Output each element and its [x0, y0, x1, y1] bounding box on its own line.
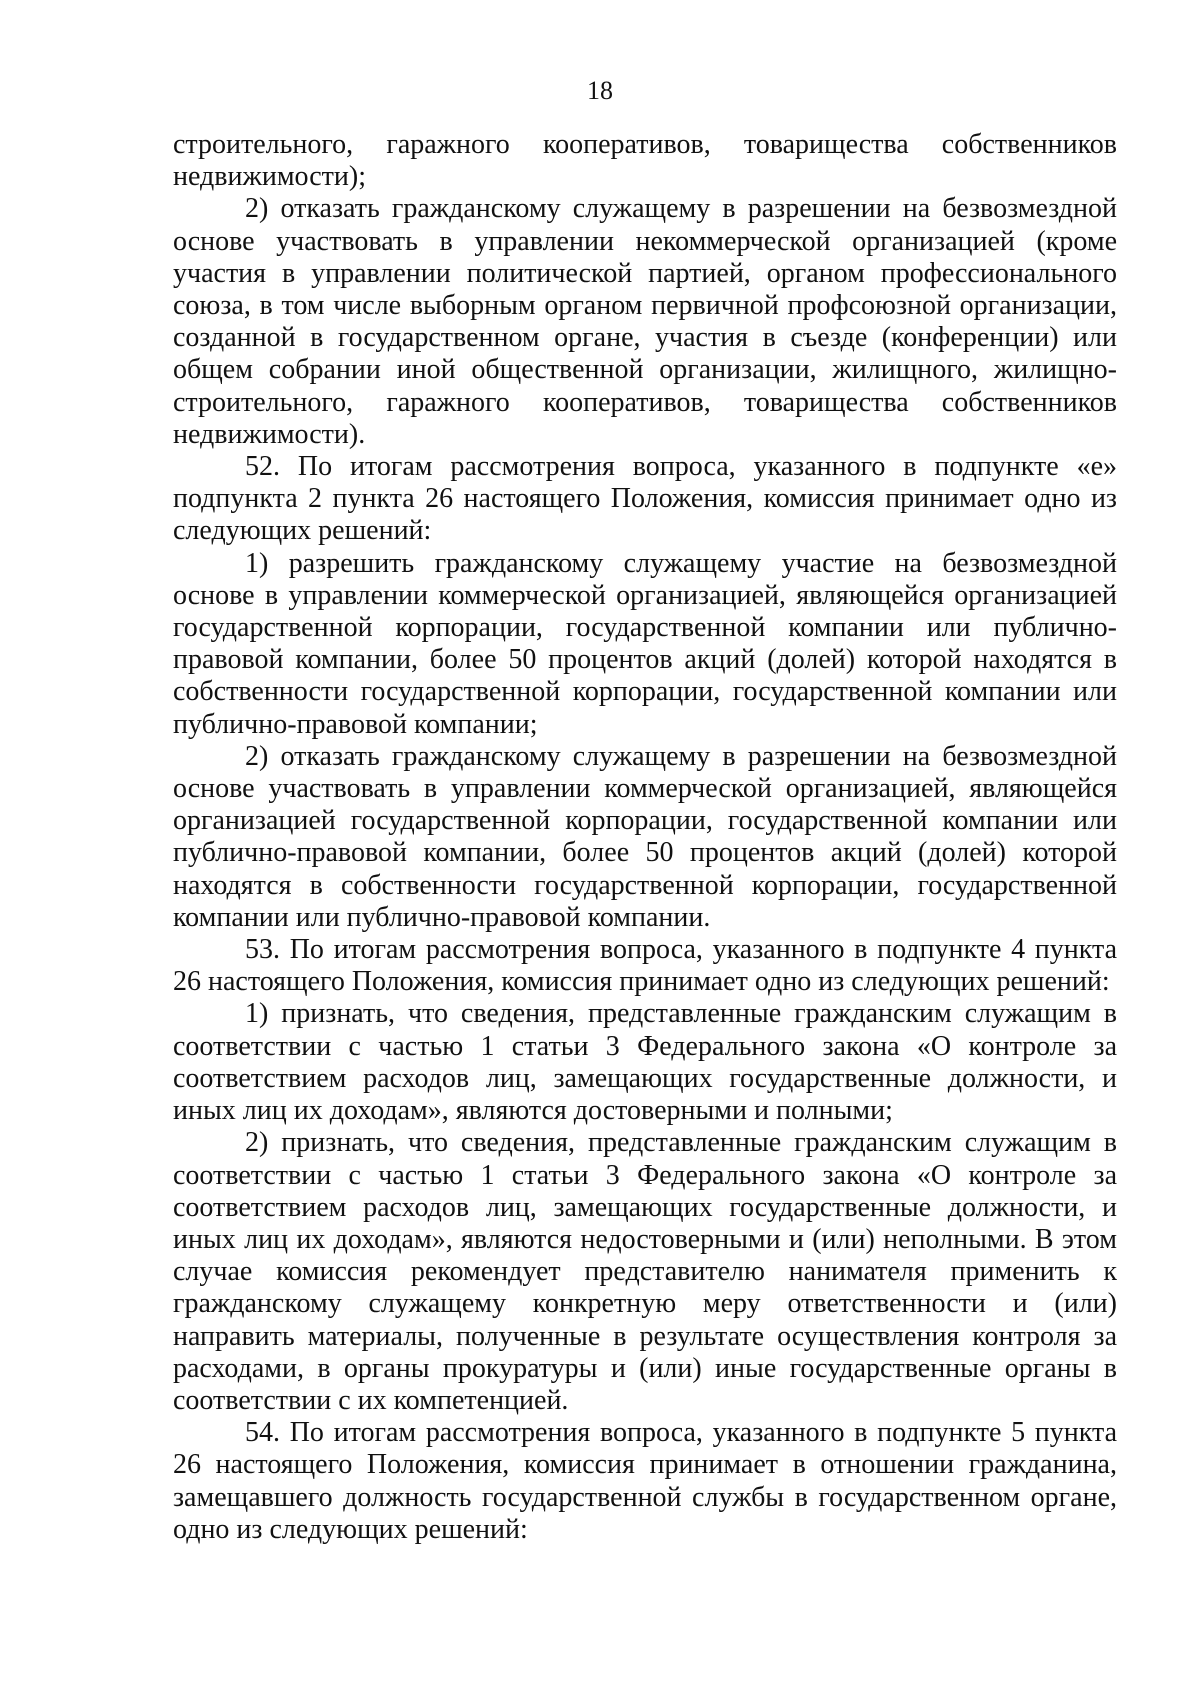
- paragraph: 2) признать, что сведения, представленные гражданским служащим в соответствии с частью 1 статьи 3 Федерального закона «О контроле за соответствием расходов лиц, замещающих государственные должности, и иных лиц их доходам», являются недостоверными и (или) неполными. В этом случае комиссия рекомендует представителю нанимателя применить к гражданскому служащему конкретную меру ответственности и (или) направить материалы, полученные в результате осуществления контроля за расходами, в органы прокуратуры и (или) иные государственные органы в соответствии с их компетенцией.: [173, 1127, 1117, 1416]
- paragraph: 53. По итогам рассмотрения вопроса, указанного в подпункте 4 пункта 26 настоящего Положения, комиссия принимает одно из следующих решений:: [173, 934, 1117, 998]
- paragraph: 52. По итогам рассмотрения вопроса, указанного в подпункте «е» подпункта 2 пункта 26 настоящего Положения, комиссия принимает одно из следующих решений:: [173, 451, 1117, 547]
- paragraph: 54. По итогам рассмотрения вопроса, указанного в подпункте 5 пункта 26 настоящего Положения, комиссия принимает в отношении гражданина, замещавшего должность государственной службы в государственном органе, одно из следующих решений:: [173, 1417, 1117, 1545]
- paragraph: 1) признать, что сведения, представленные гражданским служащим в соответствии с частью 1 статьи 3 Федерального закона «О контроле за соответствием расходов лиц, замещающих государственные должности, и иных лиц их доходам», являются достоверными и полными;: [173, 998, 1117, 1127]
- paragraph: строительного, гаражного кооперативов, товарищества собственников недвижимости);: [173, 129, 1117, 193]
- paragraph: 2) отказать гражданскому служащему в разрешении на безвозмездной основе участвовать в управлении некоммерческой организацией (кроме участия в управлении политической партией, органом профессионального союза, в том числе выборным органом первичной профсоюзной организации, созданной в государственном органе, участия в съезде (конференции) или общем собрании иной общественной организации, жилищного, жилищно-строительного, гаражного кооперативов, товарищества собственников недвижимости).: [173, 193, 1117, 450]
- paragraph: 2) отказать гражданскому служащему в разрешении на безвозмездной основе участвовать в управлении коммерческой организацией, являющейся организацией государственной корпорации, государственной компании или публично-правовой компании, более 50 процентов акций (долей) которой находятся в собственности государственной корпорации, государственной компании или публично-правовой компании.: [173, 740, 1117, 933]
- document-body: [173, 129, 1117, 1546]
- page-number: 18: [587, 76, 613, 105]
- paragraph: 1) разрешить гражданскому служащему участие на безвозмездной основе в управлении коммерческой организацией, являющейся организацией государственной корпорации, государственной компании или публично-правовой компании, более 50 процентов акций (долей) которой находятся в собственности государственной корпорации, государственной компании или публично-правовой компании;: [173, 547, 1117, 740]
